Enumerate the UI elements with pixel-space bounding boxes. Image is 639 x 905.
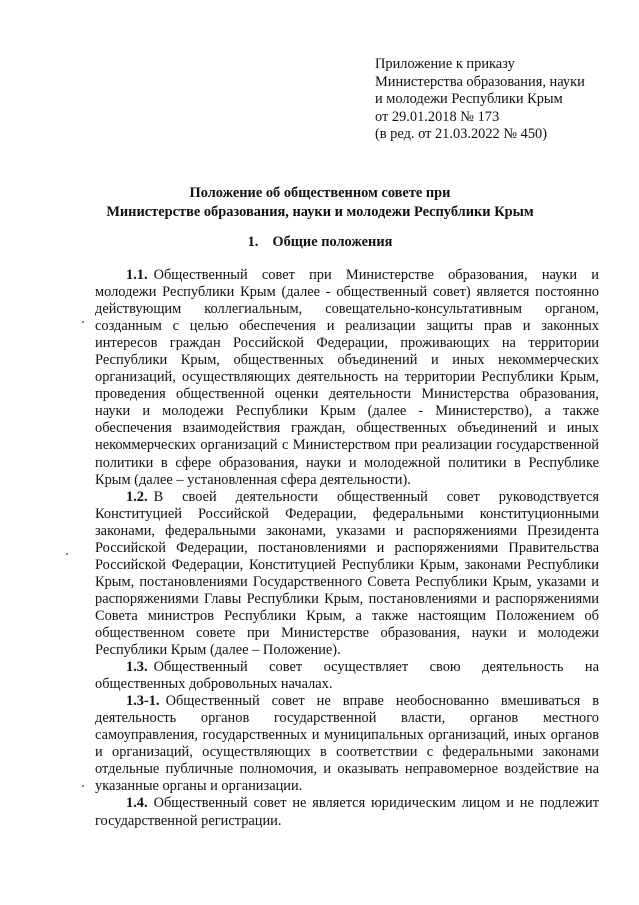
document-title bbox=[40, 184, 600, 221]
paragraph-1-2 bbox=[95, 489, 599, 659]
paragraph-number: 1.2. bbox=[126, 488, 148, 505]
header-note-line: Приложение к приказу bbox=[375, 56, 515, 72]
document-title-line: Положение об общественном совете при bbox=[189, 185, 451, 201]
paragraph-1-1 bbox=[95, 267, 599, 489]
document-title-line: Министерстве образования, науки и молодежи Республики Крым bbox=[106, 203, 534, 220]
header-note-line: Министерства образования, науки bbox=[375, 73, 585, 90]
header-note-line: и молодежи Республики Крым bbox=[375, 91, 563, 108]
paragraph-text: Общественный совет осуществляет свою деятельность на общественных добровольных началах. bbox=[95, 659, 599, 693]
header-note-line: (в ред. от 21.03.2022 № 450) bbox=[375, 126, 548, 143]
appendix-header-note bbox=[375, 56, 625, 144]
paragraph-number: 1.3. bbox=[126, 659, 148, 676]
paragraph-text: Общественный совет при Министерстве образования, науки и молодежи Республики Крым (далее - общественный совет) является постоянно действующим коллегиальным, совещательно-консультативным органом, созданным с целью обеспечения и реализации защиты прав и законных интересов граждан Российской Федерации, проживающих на территории Республики Крым, общественных объединений и иных некоммерческих организаций, осуществляющих деятельность на территории Республики Крым, проведения общественной оценки деятельности Министерства образования, науки и молодежи Республики Крым (далее - Министерство), а также обеспечения взаимодействия граждан, общественных объединений и иных некоммерческих организаций с Министерством при реализации государственной политики в сфере образования, науки и молодежной политики в Республике Крым (далее – установленная сфера деятельности). bbox=[95, 267, 599, 488]
paragraph-number: 1.4. bbox=[126, 795, 148, 812]
paragraph-1-4 bbox=[95, 795, 599, 829]
section-number: 1. bbox=[247, 234, 259, 250]
scan-speck bbox=[82, 785, 84, 787]
paragraph-text: В своей деятельности общественный совет руководствуется Конституцией Российской Федерации, федеральными конституционными законами, федеральными законами, указами и распоряжениями Президента Российской Федерации, постановлениями и распоряжениями Правительства Российской Федерации, Конституцией Республики Крым, законами Республики Крым, постановлениями Государственного Совета Республики Крым, указами и распоряжениями Главы Республики Крым, постановлениями и распоряжениями Совета министров Республики Крым, а также настоящим Положением об общественном совете при Министерстве образования, науки и молодежи Республики Крым (далее – Положение). bbox=[95, 488, 599, 659]
paragraph-1-3-1 bbox=[95, 693, 599, 795]
paragraph-number: 1.3-1. bbox=[126, 693, 160, 710]
paragraph-number: 1.1. bbox=[126, 267, 148, 283]
scan-speck bbox=[82, 321, 84, 323]
paragraph-text: Общественный совет не является юридическим лицом и не подлежит государственной регистрации. bbox=[95, 795, 599, 829]
header-note-line: от 29.01.2018 № 173 bbox=[375, 108, 500, 125]
section-heading bbox=[40, 233, 600, 251]
document-body bbox=[95, 267, 599, 830]
scan-speck bbox=[66, 553, 68, 555]
section-title: Общие положения bbox=[272, 234, 393, 250]
paragraph-1-3 bbox=[95, 659, 599, 693]
paragraph-text: Общественный совет не вправе необоснованно вмешиваться в деятельность органов государственной власти, органов местного самоуправления, государственных и муниципальных организаций, иных органов и организаций, осуществляющих в соответствии с федеральными законами отдельные публичные полномочия, и оказывать неправомерное воздействие на указанные органы и организации. bbox=[95, 693, 599, 795]
